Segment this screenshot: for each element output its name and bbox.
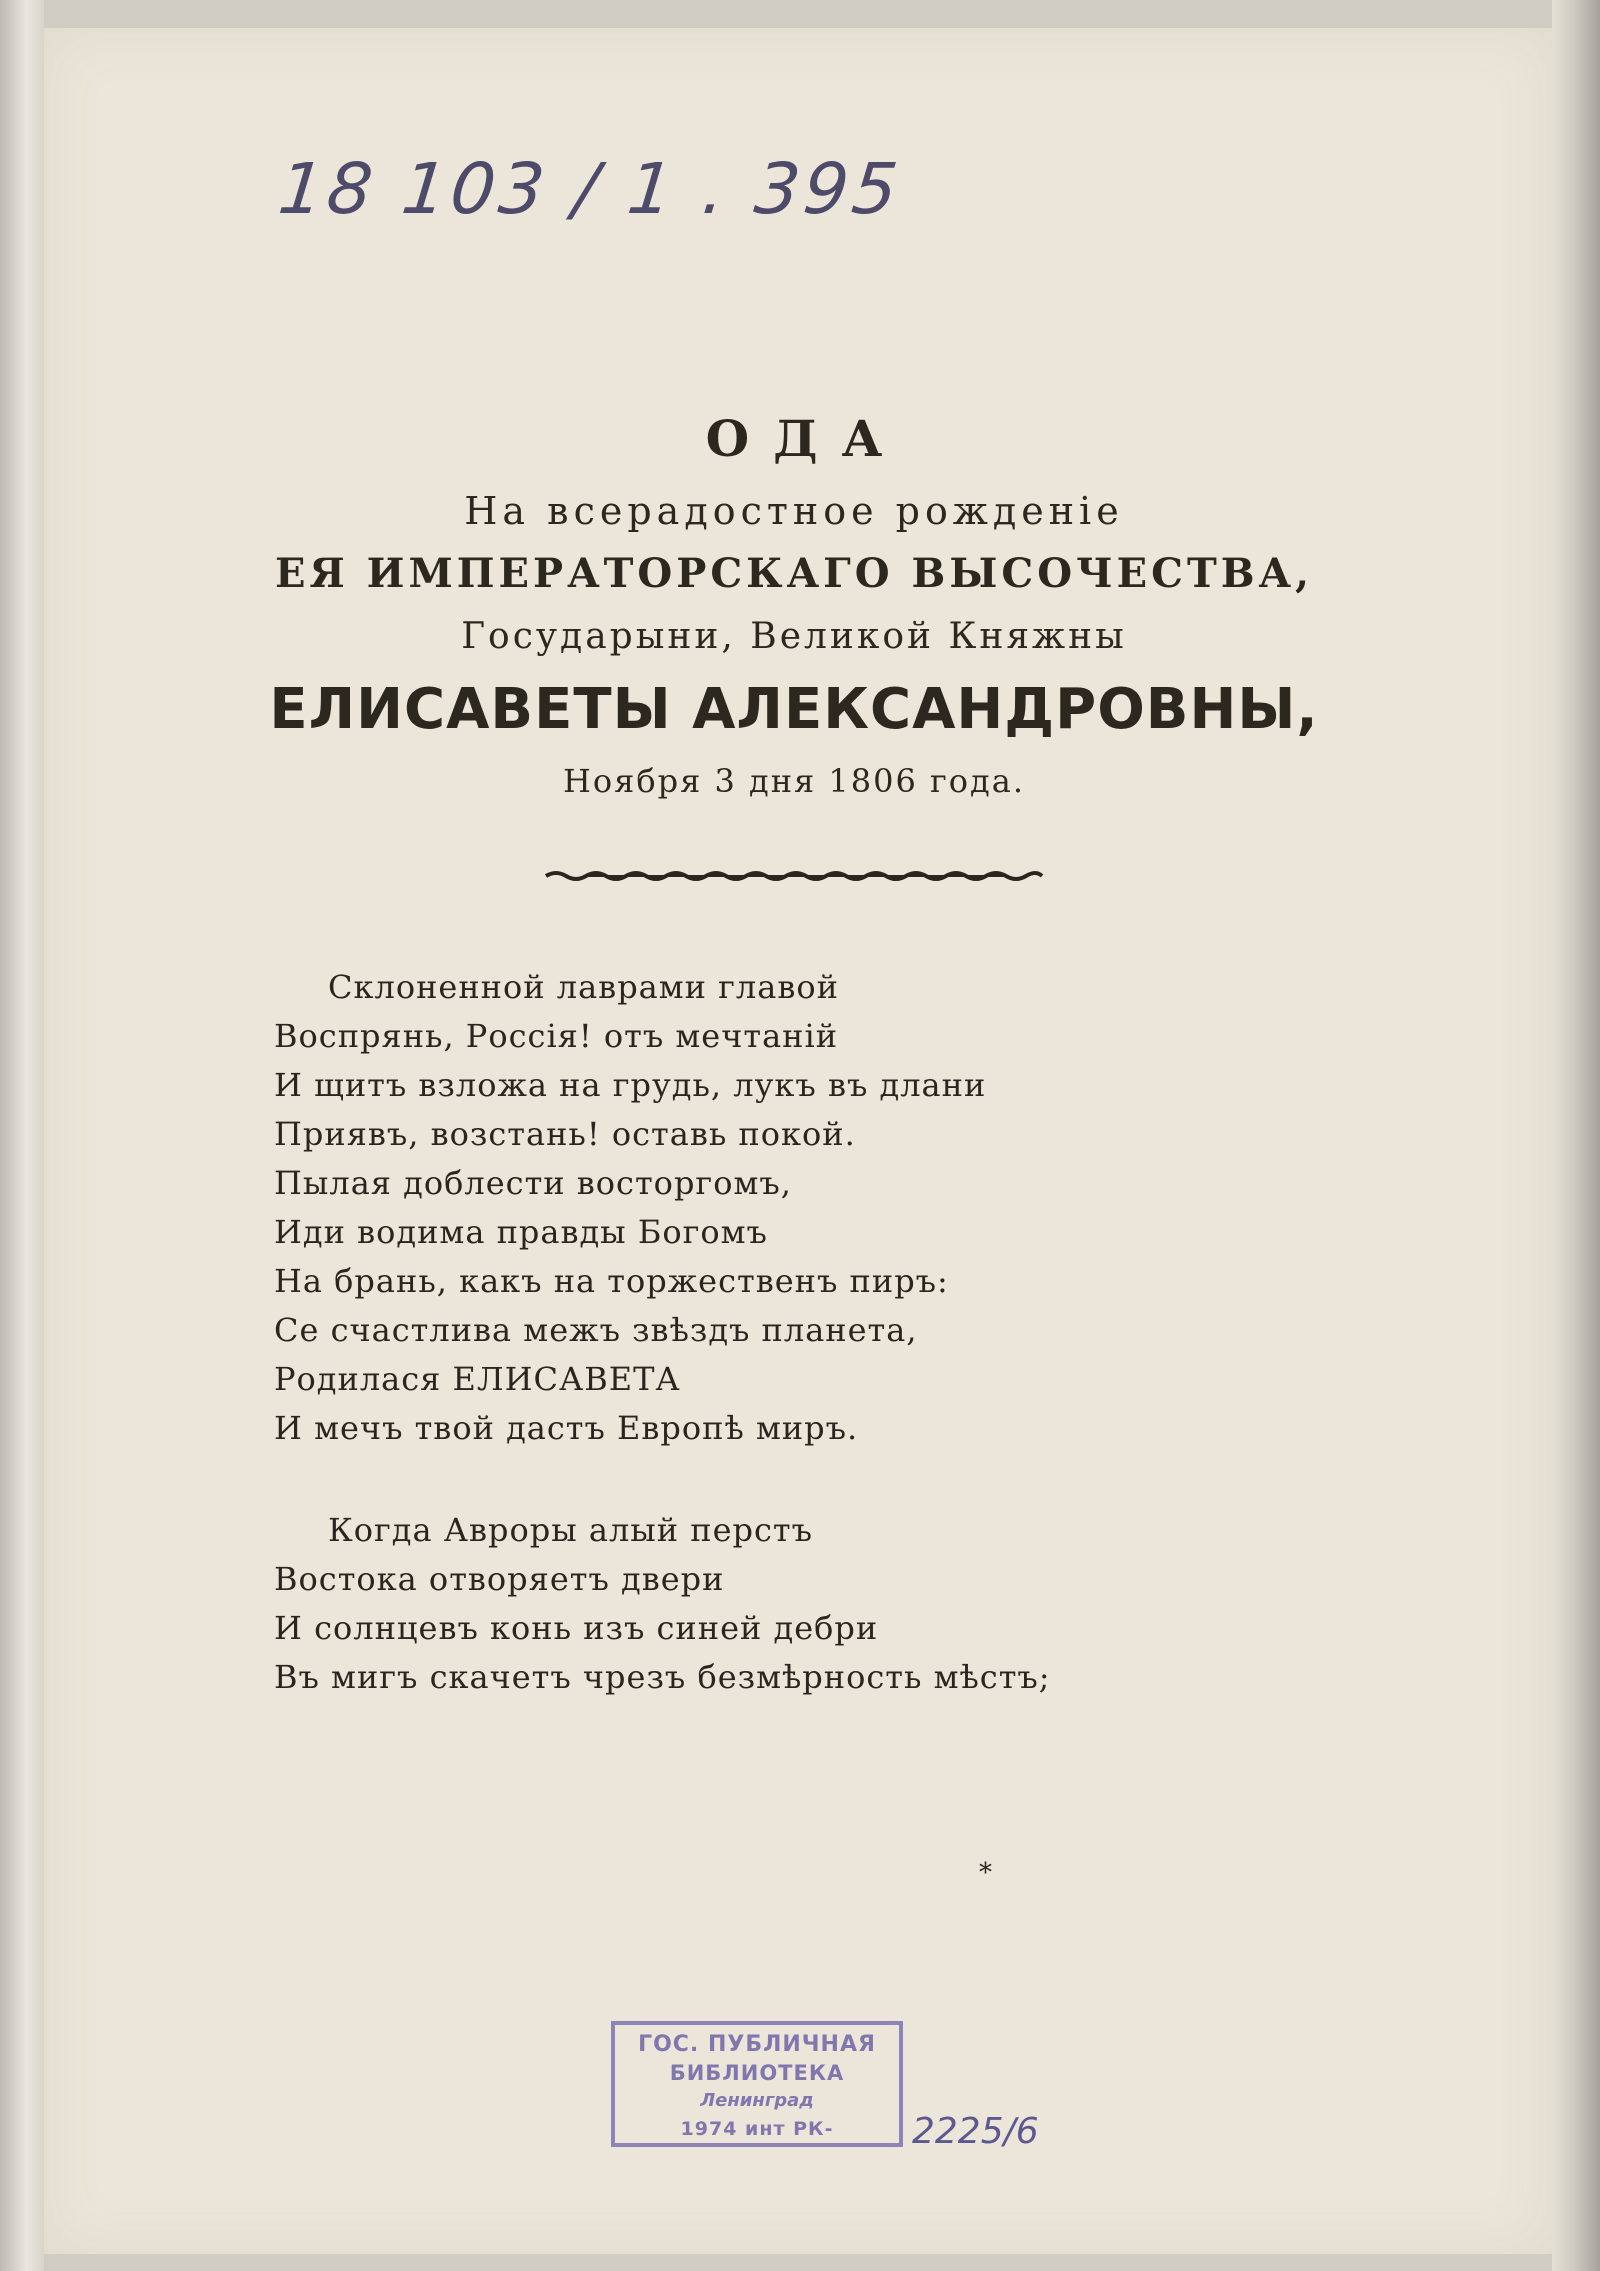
verse-line: Се счастлива межъ звѣздъ планета, xyxy=(274,1311,918,1349)
verse-line: Въ мигъ скачетъ чрезъ безмѣрность мѣстъ; xyxy=(274,1658,1051,1696)
title-date: Ноября 3 дня 1806 года. xyxy=(563,762,1025,800)
title-block xyxy=(244,408,1344,808)
verse-line: Когда Авроры алый перстъ xyxy=(328,1511,813,1549)
verse-line: И солнцевъ конь изъ синей дебри xyxy=(274,1609,879,1647)
stamp-line: ГОС. ПУБЛИЧНАЯ xyxy=(638,2032,876,2057)
stanza-2 xyxy=(274,1506,1174,1702)
handwritten-shelfmark: 18 103 / 1 . 395 xyxy=(274,148,906,230)
binding-edge-right xyxy=(1552,0,1600,2271)
verse-line: Иди водима правды Богомъ xyxy=(274,1213,768,1251)
verse-line: Воспрянь, Россія! отъ мечтаній xyxy=(274,1017,839,1055)
verse-line: На брань, какъ на торжественъ пиръ: xyxy=(274,1262,949,1300)
stamp-line: БИБЛИОТЕКА xyxy=(669,2061,845,2085)
document-page xyxy=(44,28,1552,2254)
stamp-line: Ленинград xyxy=(700,2090,814,2111)
stamp-line: 1974 инт РК- xyxy=(680,2118,834,2140)
stanza-1 xyxy=(274,963,1174,1453)
verse-line: И щитъ взложа на грудь, лукъ въ длани xyxy=(274,1066,987,1104)
verse-line: Востока отворяетъ двери xyxy=(274,1560,725,1598)
stamp-handwritten-number: 2225/6 xyxy=(912,2111,1039,2152)
verse-line: Родилася ЕЛИСАВЕТА xyxy=(274,1360,681,1398)
binding-edge-left xyxy=(0,0,44,2271)
title-imperial-highness: ЕЯ ИМПЕРАТОРСКАГО ВЫСОЧЕСТВА, xyxy=(274,550,1314,597)
title-occasion: На всерадостное рожденіе xyxy=(464,489,1124,533)
verse-line: Склоненной лаврами главой xyxy=(328,968,839,1006)
title-grand-duchess: Государыни, Великой Княжны xyxy=(461,616,1127,657)
library-stamp xyxy=(611,2021,903,2147)
verse-line: И мечъ твой дастъ Европѣ миръ. xyxy=(274,1409,859,1447)
title-oda: ОДА xyxy=(705,409,907,468)
title-name: ЕЛИСАВЕТЫ АЛЕКСАНДРОВНЫ, xyxy=(269,677,1319,742)
asterisk-mark: * xyxy=(979,1858,992,1888)
verse-line: Приявъ, возстань! оставь покой. xyxy=(274,1115,856,1153)
ornament-divider xyxy=(544,866,1044,886)
verse-line: Пылая доблести восторгомъ, xyxy=(274,1164,792,1202)
